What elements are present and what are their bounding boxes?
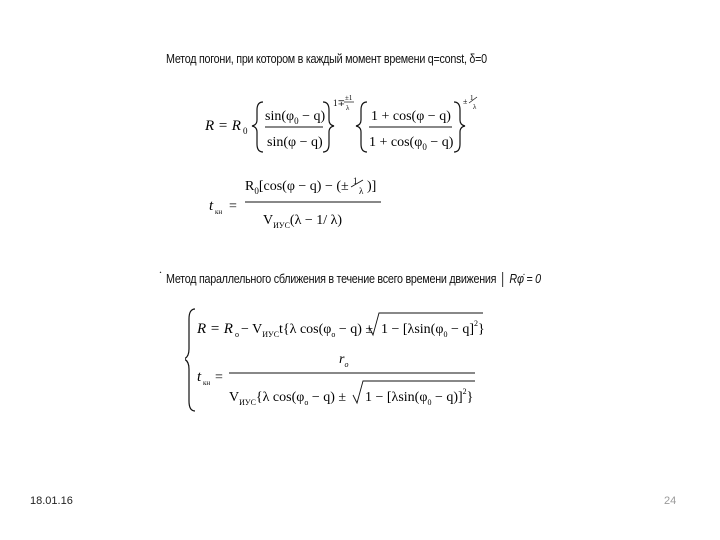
- svg-text:λ: λ: [346, 104, 350, 112]
- svg-text:sin(φ − q): sin(φ − q): [267, 135, 323, 150]
- svg-text:− VИУСt{λ cos(φo − q) ±: − $V_{ИУС}t\{\lambda$ $\cos(\varphi_o - q)$ ±: [241, 322, 374, 339]
- pursuit-time-formula: [205, 170, 405, 236]
- svg-text:±1: ±1: [345, 94, 353, 102]
- svg-text:)]: )]: [367, 179, 377, 194]
- svg-text:λ: λ: [473, 103, 477, 111]
- svg-text:sin(φ0 − q): $\sin(\varphi_0 - q)$: [265, 109, 326, 126]
- svg-text:o: o: [235, 330, 239, 339]
- pursuit-method-caption: Метод погони, при котором в каждый момент времени q=const, δ=0: [166, 52, 487, 66]
- svg-text:1 + cos(φ − q): 1 + cos(φ − q): [371, 109, 451, 124]
- formula-lhs: R = R: [205, 118, 241, 134]
- svg-text:кн: кн: [203, 379, 211, 387]
- stray-dot: .: [159, 262, 162, 276]
- parallel-method-caption: Метод параллельного сближения в течение всего времени движения Rφ̇ = 0: [166, 272, 541, 286]
- footer-date: 18.01.16: [30, 495, 73, 507]
- svg-text:VИУС{λ cos(φo − q) ±: $V_{ИУС}\{\lambda$ $\cos(\varphi_o - q)$ ±: [229, 390, 347, 407]
- svg-text:1: 1: [353, 176, 358, 186]
- svg-text:VИУС(λ − 1/ λ): $V_{ИУС}(\lambda - 1/$ λ): [263, 213, 343, 230]
- svg-text:1∓: 1∓: [333, 98, 346, 108]
- svg-text:1 − [λsin(φ0 − q)]2}: $1 - [\lambda\sin(\varphi_0 - q)]^2$}: [365, 387, 474, 407]
- svg-text:t: t: [197, 369, 202, 385]
- parallel-approach-system: [185, 305, 485, 415]
- svg-text:R0[cos(φ − q) − (±: $R_0[\cos(\varphi - q)$ − (±: [245, 179, 349, 196]
- svg-text:·: ·: [355, 118, 360, 133]
- svg-text:λ: λ: [359, 186, 364, 196]
- svg-text:кн: кн: [215, 208, 223, 216]
- subscript-zero: 0: [243, 126, 248, 136]
- svg-text:1: 1: [470, 94, 474, 102]
- t-symbol: t: [209, 198, 214, 214]
- svg-text:ro: $r_o$: [339, 352, 349, 369]
- svg-text:1 + cos(φ0 − q): $1 + \cos(\varphi_0 - q)$: [369, 135, 454, 152]
- pursuit-range-formula: [205, 90, 495, 160]
- svg-text:1 − [λsin(φ0 − q]2}: $1 - [\lambda\sin(\varphi_0 - q]^2\}$: [381, 319, 485, 339]
- page-number: 24: [664, 495, 677, 507]
- svg-text:=: =: [215, 370, 223, 385]
- range-lhs: R = R: [197, 321, 233, 337]
- svg-text:±: ±: [463, 97, 468, 106]
- svg-text:=: =: [229, 199, 237, 214]
